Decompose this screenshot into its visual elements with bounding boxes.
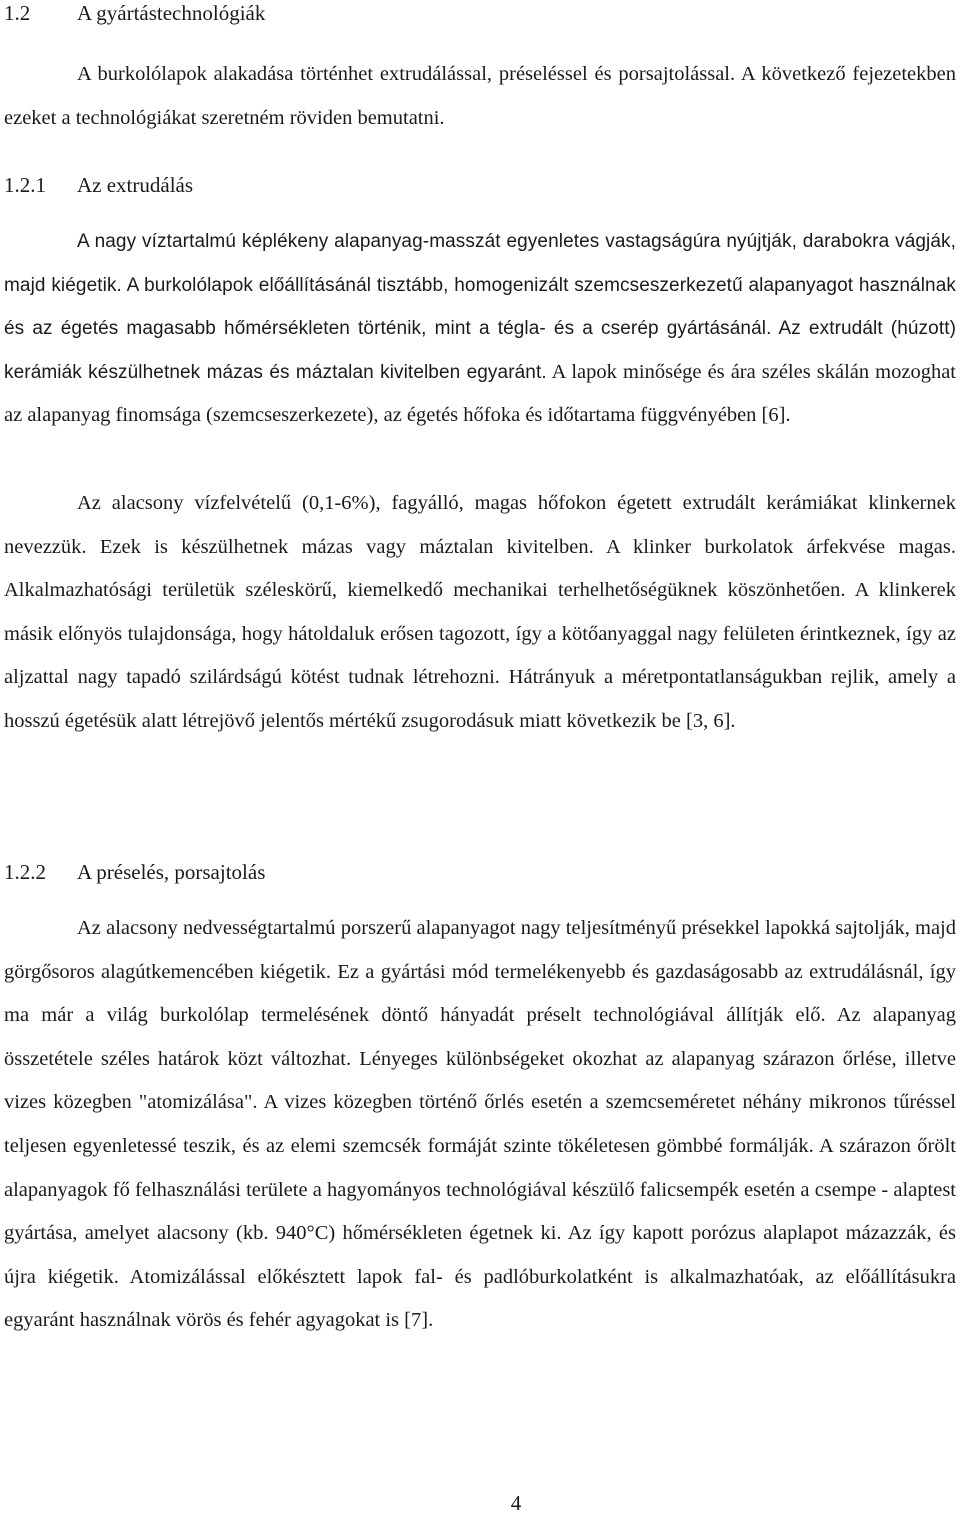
section-number: 1.2.2 bbox=[4, 860, 46, 884]
section-title: Az extrudálás bbox=[77, 173, 194, 197]
paragraph-text: A lapok minősége és ára széles skálán mozoghat az alapanyag finomsága (szemcseszerkezete), az égetés hőfoka és időtartama függvényében [6]. bbox=[4, 360, 957, 427]
paragraph-text: Az alacsony vízfelvételű (0,1-6%), fagyálló, magas hőfokon égetett extrudált kerámiákat klinkernek nevezzük. Ezek is készülhetnek mázas vagy máztalan kivitelben. A klinker burkolatok árfekvése magas. Alkalmazhatósági területük széleskörű, kiemelkedő mechanikai terhelhetőségüknek köszönhetően. A klinkerek másik előnyös tulajdonsága, hogy hátoldaluk erősen tagozott, így a kötőanyaggal nagy felületen érintkeznek, így az aljzattal nagy tapadó szilárdságú kötést tudnak létrehozni. Hátrányuk a méretpontatlanságukban rejlik, amely a hosszú égetésük alatt létrejövő jelentős mértékű zsugorodásuk miatt következik be [3, 6]. bbox=[4, 492, 956, 732]
paragraph bbox=[4, 907, 956, 1343]
paragraph-text: Az alacsony nedvességtartalmú porszerű alapanyagot nagy teljesítményű présekkel lapokká sajtolják, majd görgősoros alagútkemencében kiégetik. Ez a gyártási mód termelékenyebb és gazdaságosabb az extrudálásnál, így ma már a világ burkolólap termelésének döntő hányadát préselt technológiával állítják elő. Az alapanyag összetétele széles határok közt változhat. Lényeges különbségeket okozhat az alapanyag szárazon őrlése, illetve vizes közegben "atomizálása". A vizes közegben történő őrlés esetén a szemcseméretet néhány mikronos tűréssel teljesen egyenletessé teszik, és az elemi szemcsék formáját szinte tökéletesen gömbbé formálják. A szárazon őrölt alapanyagok fő felhasználási területe a hagyományos technológiával készülő falicsempék esetén a csempe - alaptest gyártása, amelyet alacsony (kb. 940°C) hőmérsékleten égetnek ki. Az így kapott porózus alaplapot mázazzák, és újra kiégetik. Atomizálással előkésztett lapok fal- és padlóburkolatként is alkalmazhatóak, az előállításukra egyaránt használnak vörös és fehér agyagokat is [7]. bbox=[4, 917, 956, 1332]
section-title: A gyártástechnológiák bbox=[77, 1, 266, 25]
paragraph-text: A burkolólapok előállításánál tisztább, homogenizált szemcseszerkezetű alapanyagot használnak és az égetés magasabb hőmérsékleten történik, mint a tégla- és a cserép gyártásánál. Az extrudált (húzott) kerámiák készülhetnek mázas és máztalan kivitelben egyaránt. bbox=[4, 274, 956, 383]
paragraph bbox=[4, 482, 956, 744]
paragraph bbox=[4, 220, 956, 438]
section-title: A préselés, porsajtolás bbox=[77, 860, 266, 884]
section-number: 1.2 bbox=[4, 1, 31, 25]
page-number: 4 bbox=[510, 1491, 522, 1515]
paragraph-text: A burkolólapok alakadása történhet extrudálással, préseléssel és porsajtolással. A következő fejezetekben ezeket a technológiákat szeretném röviden bemutatni. bbox=[4, 63, 956, 129]
section-heading-1-2-1 bbox=[4, 172, 193, 198]
paragraph-text: A nagy víztartalmú képlékeny alapanyag-masszát egyenletes vastagságúra nyújtják, darabokra vágják, majd kiégetik. bbox=[4, 231, 956, 296]
section-number: 1.2.1 bbox=[4, 173, 46, 197]
section-heading-1-2-2 bbox=[4, 859, 265, 885]
section-heading-1-2 bbox=[4, 0, 265, 26]
paragraph bbox=[4, 53, 956, 140]
